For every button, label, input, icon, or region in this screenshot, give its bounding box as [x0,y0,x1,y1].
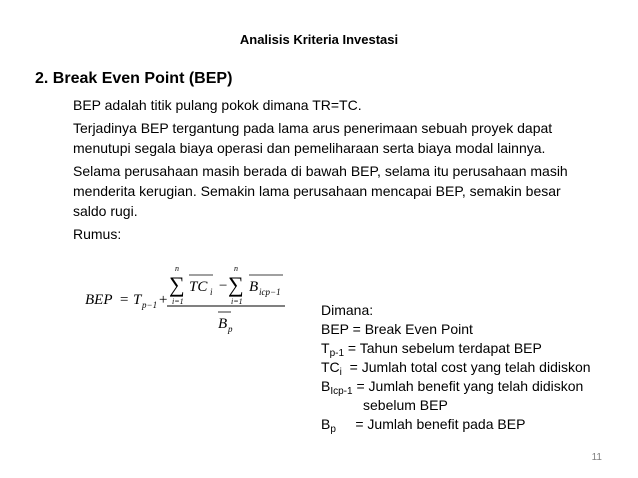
sum2-lower-limit: i=1 [231,297,243,306]
formula-t-symbol: T [133,292,142,308]
paragraph-bep-definition: BEP adalah titik pulang pokok dimana TR=TC. [73,97,362,113]
legend-bp-symbol: B [321,416,331,432]
legend-bicp-continuation: sebelum BEP [363,397,448,413]
formula-denominator-subscript: p [228,324,233,334]
body-text [73,95,573,247]
legend [321,301,621,434]
page-number: 11 [591,452,602,463]
paragraph-formula-label: Rumus: [73,226,122,242]
legend-tp [321,339,621,358]
paragraph-bep-loss: Selama perusahaan masih berada di bawah BEP, selama itu perusahaan masih menderita kerugian. Semakin lama perusahaan mencapai BEP, semakin besar saldo rugi. [73,163,568,219]
legend-tp-definition: = Tahun sebelum terdapat BEP [344,340,542,356]
bep-formula [85,262,300,340]
legend-bp [321,415,621,434]
sum2-upper-limit: n [234,264,238,273]
formula-b: B [249,279,259,295]
formula-equals: = [119,292,130,308]
legend-bp-definition: = Jumlah benefit pada BEP [335,416,526,432]
legend-bicp-definition: = Jumlah benefit yang telah didiskon [352,378,584,394]
sum1-sigma: ∑ [169,272,185,297]
sum1-upper-limit: n [175,264,179,273]
legend-tc-definition: = Jumlah total cost yang telah didiskon [341,359,591,375]
sum2-sigma: ∑ [228,272,244,297]
legend-bicp [321,377,621,396]
sum1-lower-limit: i=1 [172,297,184,306]
legend-tc [321,358,621,377]
legend-tc-symbol: TC [321,359,340,375]
formula-lhs: BEP [85,292,113,308]
formula-t-subscript: p−1 [142,300,158,310]
legend-header: Dimana: [321,302,374,318]
legend-bep: BEP = Break Even Point [321,321,473,337]
slide-title: Analisis Kriteria Investasi [239,32,399,47]
legend-bicp-subscript: Icp-1 [330,386,353,397]
legend-tc-subscript: i [339,367,342,378]
legend-tp-symbol: T [321,340,330,356]
legend-tp-subscript: p-1 [329,348,345,359]
formula-denominator: B [218,316,228,332]
section-heading: 2. Break Even Point (BEP) [35,70,233,87]
formula-tc: TC [189,279,208,295]
formula-b-subscript: icp−1 [259,287,281,297]
formula-plus: + [158,292,169,308]
legend-bp-subscript: p [330,424,336,435]
legend-bicp-symbol: B [321,378,331,394]
paragraph-bep-conditions: Terjadinya BEP tergantung pada lama arus penerimaan sebuah proyek dapat menutupi segala biaya operasi dan pemeliharaan serta biaya modal lainnya. [73,120,553,156]
formula-tc-subscript: i [210,287,213,297]
formula-minus: − [218,278,229,294]
